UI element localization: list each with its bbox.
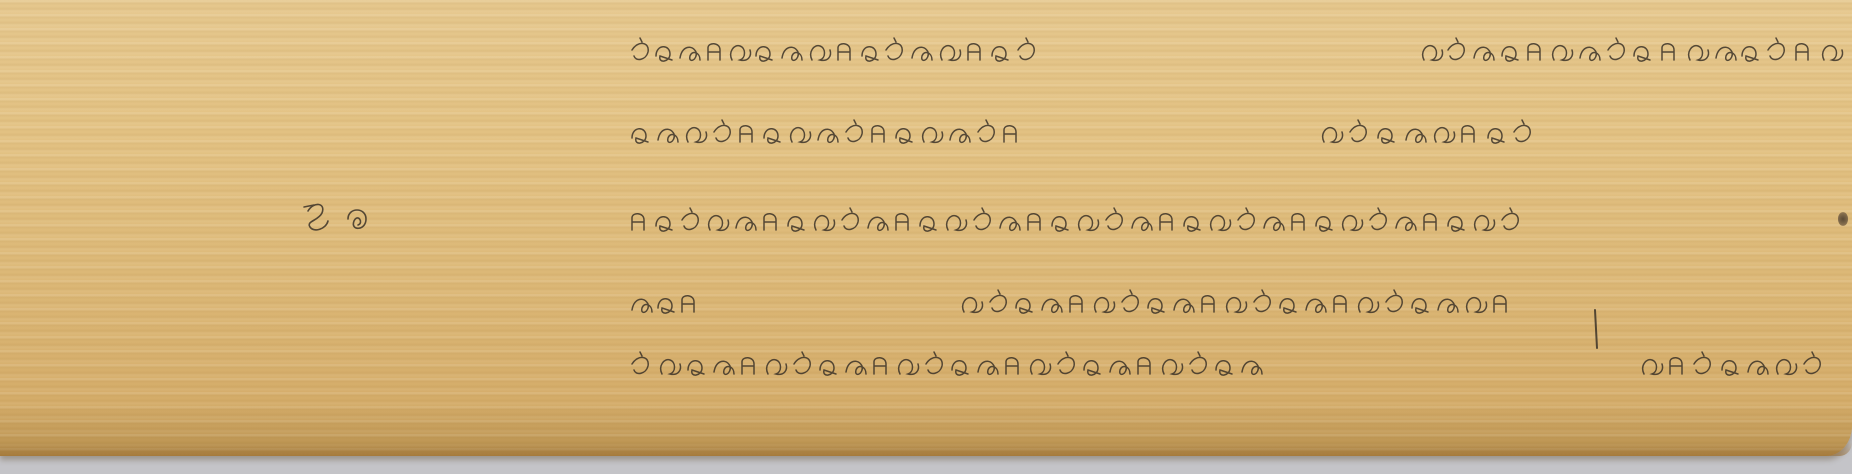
script-line-5 [632,352,1820,375]
manuscript-text-block [620,20,1852,430]
folio-number [300,197,410,237]
script-line-2 [632,120,1530,143]
script-line-3 [632,208,1518,231]
script-strokes [620,20,1852,430]
script-line-1 [632,38,1843,61]
script-line-4 [632,290,1597,348]
leaf-bottom-edge [0,442,1852,456]
folio-number-glyphs [300,197,410,237]
